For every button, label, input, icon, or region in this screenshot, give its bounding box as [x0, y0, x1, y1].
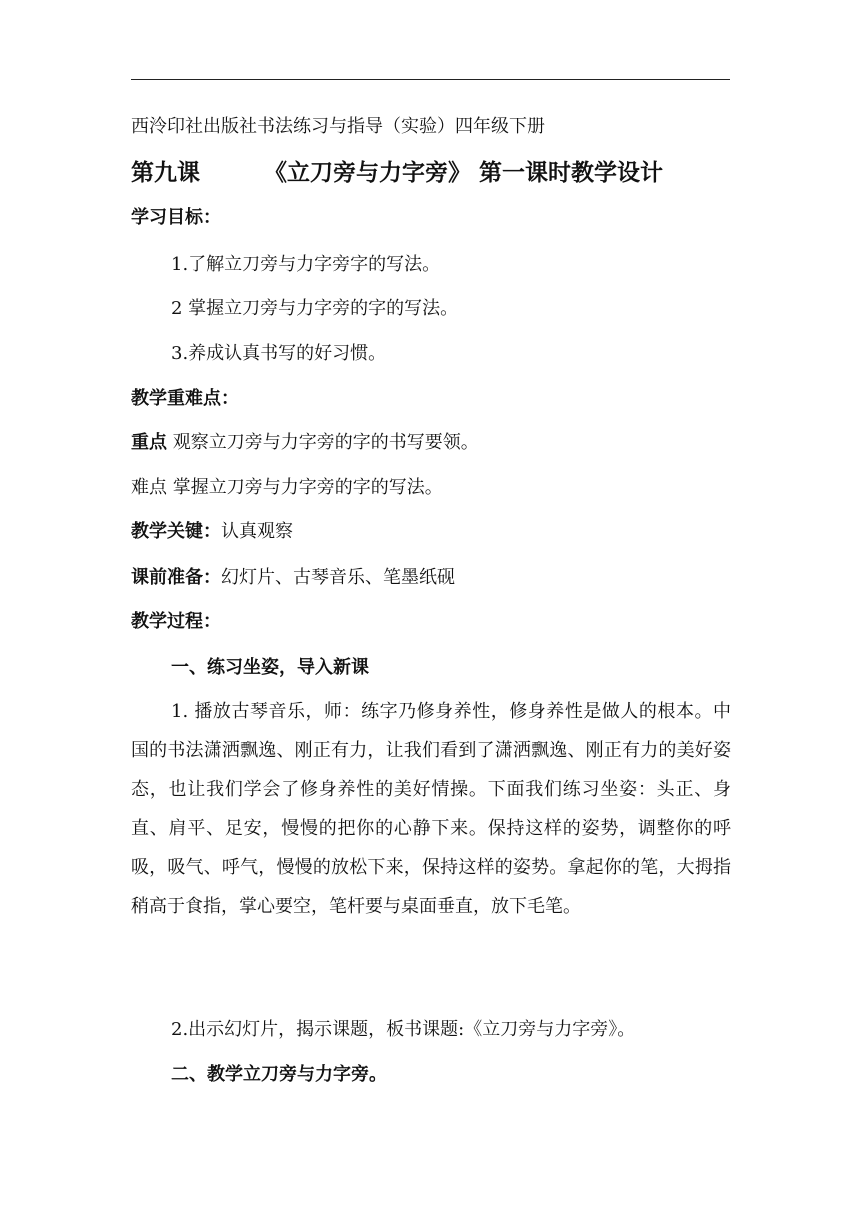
- focus-label: 重点: [131, 432, 167, 453]
- section-1-title: 一、练习坐姿，导入新课: [171, 657, 369, 678]
- lesson-title: [131, 158, 731, 188]
- preparation-line: [131, 566, 731, 590]
- key-points-heading: 教学重难点：: [131, 388, 239, 409]
- objective-item: 2 掌握立刀旁与力字旁的字的写法。: [171, 298, 459, 319]
- teaching-key-label: 教学关键：: [131, 521, 221, 542]
- section-2-title: 二、教学立刀旁与力字旁。: [171, 1064, 387, 1085]
- difficulty-label: 难点: [131, 477, 167, 498]
- teaching-key-text: 认真观察: [221, 521, 293, 542]
- difficulty-line: [131, 476, 731, 500]
- preparation-label: 课前准备：: [131, 567, 221, 588]
- step-1-text: 1. 播放古琴音乐，师：练字乃修身养性，修身养性是做人的根本。中国的书法潇洒飘逸、刚正有力，让我们看到了潇洒飘逸、刚正有力的美好姿态，也让我们学会了修身养性的美好情操。下面我们练习坐姿：头正、身直、肩平、足安，慢慢的把你的心静下来。保持这样的姿势，调整你的呼吸，吸气、呼气，慢慢的放松下来，保持这样的姿势。拿起你的笔，大拇指稍高于食指，掌心要空，笔杆要与桌面垂直，放下毛笔。: [131, 701, 731, 917]
- teaching-key-line: [131, 520, 731, 544]
- lesson-name: 《立刀旁与力字旁》 第一课时教学设计: [264, 159, 664, 186]
- preparation-text: 幻灯片、古琴音乐、笔墨纸砚: [221, 567, 455, 588]
- step-2-text: 2.出示幻灯片，揭示课题，板书课题:《立刀旁与力字旁》。: [171, 1019, 636, 1040]
- lesson-number: 第九课: [131, 159, 200, 186]
- step-1-paragraph: [131, 692, 731, 926]
- focus-line: [131, 431, 731, 455]
- header-rule: [131, 79, 730, 80]
- objective-item: 3.养成认真书写的好习惯。: [171, 343, 387, 364]
- objectives-heading: 学习目标：: [131, 207, 221, 228]
- publisher-line: 西泠印社出版社书法练习与指导（实验）四年级下册: [131, 116, 545, 137]
- process-heading: 教学过程：: [131, 611, 221, 632]
- objective-item: 1.了解立刀旁与力字旁字的写法。: [171, 254, 441, 275]
- focus-text: 观察立刀旁与力字旁的字的书写要领。: [172, 432, 479, 453]
- difficulty-text: 掌握立刀旁与力字旁的字的写法。: [172, 477, 443, 498]
